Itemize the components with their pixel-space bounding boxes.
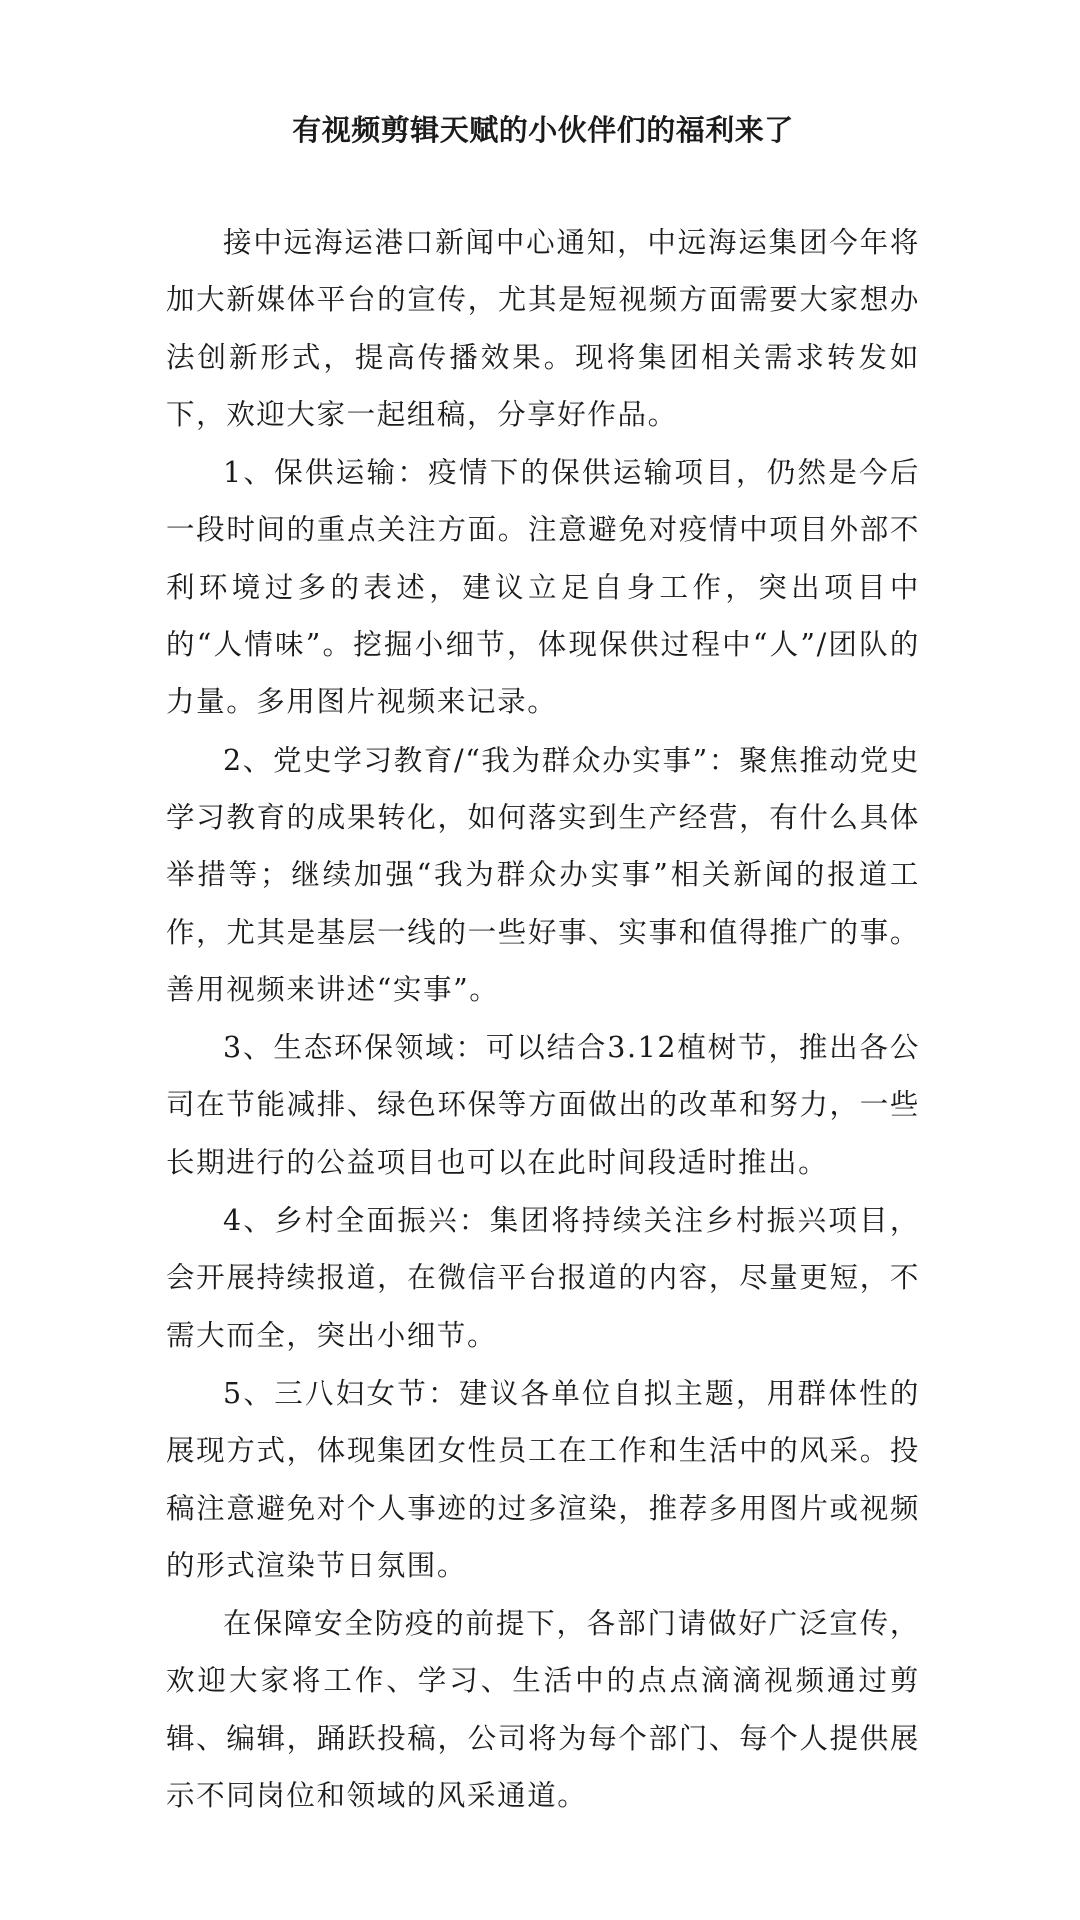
paragraph-item-2: 2、党史学习教育/“我为群众办实事”：聚焦推动党史学习教育的成果转化，如何落实到生产经营，有什么具体举措等；继续加强“我为群众办实事”相关新闻的报道工作，尤其是基层一线的一些好事、实事和值得推广的事。善用视频来讲述“实事”。: [166, 743, 920, 1006]
paragraph-closing: 在保障安全防疫的前提下，各部门请做好广泛宣传，欢迎大家将工作、学习、生活中的点点滴滴视频通过剪辑、编辑，踊跃投稿，公司将为每个部门、每个人提供展示不同岗位和领域的风采通道。: [166, 1607, 920, 1813]
paragraph-item-5: 5、三八妇女节：建议各单位自拟主题，用群体性的展现方式，体现集团女性员工在工作和生活中的风采。投稿注意避免对个人事迹的过多渲染，推荐多用图片或视频的形式渲染节日氛围。: [166, 1376, 920, 1582]
paragraph-item-4: 4、乡村全面振兴：集团将持续关注乡村振兴项目，会开展持续报道，在微信平台报道的内容，尽量更短，不需大而全，突出小细节。: [166, 1204, 920, 1352]
paragraph-intro: 接中远海运港口新闻中心通知，中远海运集团今年将加大新媒体平台的宣传，尤其是短视频方面需要大家想办法创新形式，提高传播效果。现将集团相关需求转发如下，欢迎大家一起组稿，分享好作品。: [166, 226, 920, 431]
paragraph-item-3: 3、生态环保领域：可以结合3.12植树节，推出各公司在节能减排、绿色环保等方面做出的改革和努力，一些长期进行的公益项目也可以在此时间段适时推出。: [166, 1031, 920, 1179]
document-title: 有视频剪辑天赋的小伙伴们的福利来了: [292, 113, 794, 147]
paragraph-item-1: 1、保供运输：疫情下的保供运输项目，仍然是今后一段时间的重点关注方面。注意避免对疫情中项目外部不利环境过多的表述，建议立足自身工作，突出项目中的“人情味”。挖掘小细节，体现保供过程中“人”/团队的力量。多用图片视频来记录。: [166, 456, 920, 719]
